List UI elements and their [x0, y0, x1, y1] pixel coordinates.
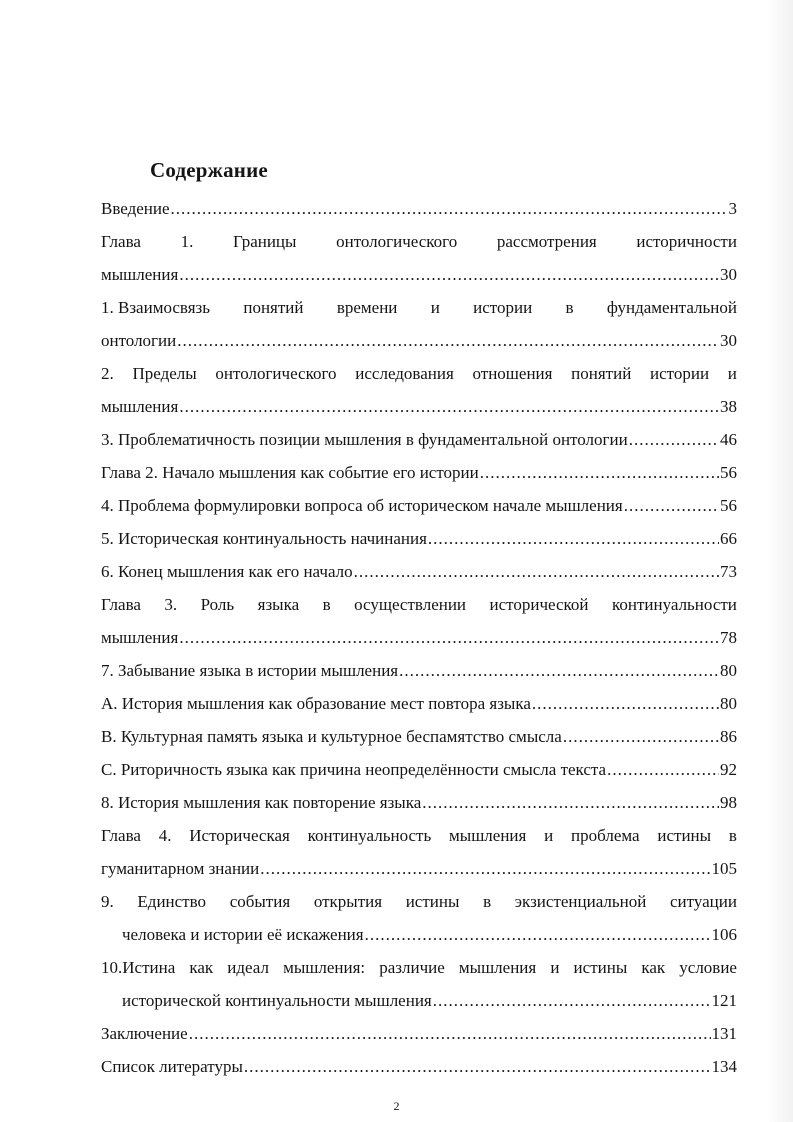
toc-page-number: 73: [720, 562, 737, 581]
toc-word: в: [483, 892, 492, 911]
toc-entry-title: 8. История мышления как повторение языка: [101, 793, 422, 812]
toc-page-number: 86: [720, 727, 737, 746]
toc-word: языка: [257, 595, 300, 614]
toc-entry: [101, 725, 737, 749]
toc-leader: [422, 791, 719, 815]
toc-entry: [101, 527, 737, 551]
toc-page-number: 131: [711, 1024, 737, 1043]
toc-leader: [171, 197, 728, 221]
toc-entry-title: исторической континуальности мышления: [122, 991, 432, 1010]
toc-page-number: 80: [720, 694, 737, 713]
toc-leader: [179, 626, 719, 650]
toc-word: проблема: [571, 826, 640, 845]
toc-leader: [624, 494, 719, 518]
toc-word: и: [727, 364, 737, 383]
toc-word: мышления: [449, 826, 527, 845]
toc-page-number: 56: [720, 463, 737, 482]
toc-page-number: 66: [720, 529, 737, 548]
toc-leader: [354, 560, 719, 584]
toc-entry: [101, 329, 737, 353]
toc-entry-title: B. Культурная память языка и культурное беспамятство смысла: [101, 727, 562, 746]
toc-word: в: [565, 298, 574, 317]
toc-entry-title: Введение: [101, 199, 170, 218]
toc-entry-title: мышления: [101, 628, 179, 647]
toc-leader: [189, 1022, 711, 1046]
toc-entry: [122, 923, 737, 947]
toc-word: истории: [650, 364, 710, 383]
toc-word: истории: [473, 298, 533, 317]
toc-entry: [101, 560, 737, 584]
toc-word: Глава: [101, 595, 141, 614]
toc-word: и: [544, 826, 554, 845]
toc-leader: [177, 329, 719, 353]
scan-margin-shadow: [767, 0, 793, 1122]
toc-word: истины: [405, 892, 460, 911]
toc-word: фундаментальной: [606, 298, 737, 317]
toc-word: Границы: [232, 232, 297, 251]
toc-leader: [480, 461, 719, 485]
toc-entry: [101, 791, 737, 815]
toc-word: онтологического: [215, 364, 337, 383]
toc-page-number: 56: [720, 496, 737, 515]
toc-word: 2.: [101, 364, 114, 383]
toc-word: континуальности: [611, 595, 737, 614]
toc-word: события: [229, 892, 291, 911]
toc-word: мышления: [458, 958, 537, 977]
toc-entry-title: человека и истории её искажения: [122, 925, 364, 944]
toc-leader: [607, 758, 719, 782]
toc-word: историчности: [636, 232, 737, 251]
toc-entry-wrapped-line: [101, 296, 737, 320]
toc-entry: [101, 395, 737, 419]
toc-entry-title: 4. Проблема формулировки вопроса об историческом начале мышления: [101, 496, 623, 515]
toc-entry-title: Заключение: [101, 1024, 188, 1043]
toc-word: и: [550, 958, 560, 977]
toc-entry-title: Глава 2. Начало мышления как событие его истории: [101, 463, 479, 482]
toc-leader: [399, 659, 719, 683]
toc-entry: [101, 263, 737, 287]
toc-word: истины: [657, 826, 712, 845]
toc-leader: [365, 923, 711, 947]
toc-leader: [260, 857, 710, 881]
toc-entry-title: мышления: [101, 265, 179, 284]
toc-entry: [101, 197, 737, 221]
toc-word: 1. Взаимосвязь: [101, 298, 211, 317]
toc-entry: [101, 857, 737, 881]
toc-word: исследования: [355, 364, 454, 383]
toc-entry-wrapped-line: [101, 362, 737, 386]
toc-word: Пределы: [132, 364, 197, 383]
toc-entry: [101, 692, 737, 716]
toc-entry: [101, 626, 737, 650]
toc-word: различие: [379, 958, 445, 977]
toc-page-number: 105: [711, 859, 737, 878]
toc-word: рассмотрения: [496, 232, 597, 251]
toc-entry-wrapped-line: [101, 593, 737, 617]
toc-word: отношения: [472, 364, 553, 383]
toc-word: экзистенциальной: [514, 892, 647, 911]
toc-leader: [563, 725, 719, 749]
toc-word: Единство: [137, 892, 207, 911]
toc-word: континуальность: [307, 826, 432, 845]
toc-leader: [179, 263, 719, 287]
toc-leader: [532, 692, 719, 716]
toc-page-number: 78: [720, 628, 737, 647]
toc-entry-title: 6. Конец мышления как его начало: [101, 562, 353, 581]
toc-entry-title: гуманитарном знании: [101, 859, 260, 878]
toc-page-number: 46: [720, 430, 737, 449]
toc-entry-title: C. Риторичность языка как причина неопределённости смысла текста: [101, 760, 607, 779]
toc-word: 4.: [158, 826, 172, 845]
toc-word: 9.: [101, 892, 114, 911]
toc-word: идеал: [227, 958, 269, 977]
toc-word: открытия: [313, 892, 383, 911]
toc-leader: [179, 395, 719, 419]
toc-word: истины: [573, 958, 628, 977]
toc-entry-title: A. История мышления как образование мест повтора языка: [101, 694, 531, 713]
toc-word: времени: [336, 298, 398, 317]
toc-entry: [101, 1055, 737, 1079]
toc-entry: [101, 1022, 737, 1046]
toc-page-number: 121: [711, 991, 737, 1010]
toc-word: Глава: [101, 232, 141, 251]
toc-word: как: [189, 958, 214, 977]
toc-word: онтологического: [336, 232, 458, 251]
toc-entry-wrapped-line: [101, 956, 737, 980]
page-title: Содержание: [150, 158, 268, 182]
toc-word: исторической: [489, 595, 589, 614]
page-number: 2: [393, 1099, 400, 1113]
toc-word: Роль: [200, 595, 235, 614]
toc-word: понятий: [243, 298, 304, 317]
toc-word: ситуации: [670, 892, 737, 911]
toc-word: 10.Истина: [101, 958, 176, 977]
toc-word: Глава: [101, 826, 141, 845]
toc-word: как: [641, 958, 666, 977]
toc-leader: [244, 1055, 711, 1079]
toc-word: 3.: [164, 595, 178, 614]
toc-page-number: 92: [720, 760, 737, 779]
toc-page-number: 98: [720, 793, 737, 812]
toc-entry-title: 3. Проблематичность позиции мышления в фундаментальной онтологии: [101, 430, 628, 449]
toc-page-number: 106: [711, 925, 737, 944]
toc-entry-title: мышления: [101, 397, 179, 416]
toc-word: условие: [679, 958, 737, 977]
toc-entry-title: 5. Историческая континуальность начинания: [101, 529, 427, 548]
toc-word: мышления:: [283, 958, 366, 977]
toc-entry: [101, 428, 737, 452]
toc-leader: [428, 527, 719, 551]
toc-word: в: [728, 826, 737, 845]
toc-page-number: 38: [720, 397, 737, 416]
toc-page-number: 80: [720, 661, 737, 680]
toc-entry-title: Список литературы: [101, 1057, 243, 1076]
toc-entry-wrapped-line: [101, 230, 737, 254]
toc-entry-title: онтологии: [101, 331, 177, 350]
toc-word: 1.: [180, 232, 194, 251]
toc-entry: [101, 659, 737, 683]
toc-page-number: 30: [720, 331, 737, 350]
toc-entry: [122, 989, 737, 1013]
toc-entry-wrapped-line: [101, 824, 737, 848]
toc-entry: [101, 461, 737, 485]
toc-entry-title: 7. Забывание языка в истории мышления: [101, 661, 399, 680]
toc-word: в: [322, 595, 331, 614]
toc-entry-wrapped-line: [101, 890, 737, 914]
toc-leader: [629, 428, 719, 452]
toc-page-number: 134: [711, 1057, 737, 1076]
toc-leader: [433, 989, 711, 1013]
toc-word: осуществлении: [354, 595, 467, 614]
toc-word: понятий: [571, 364, 632, 383]
toc-page-number: 3: [728, 199, 737, 218]
toc-page-number: 30: [720, 265, 737, 284]
toc-word: Историческая: [189, 826, 290, 845]
toc-word: и: [430, 298, 440, 317]
toc-entry: [101, 494, 737, 518]
toc-entry: [101, 758, 737, 782]
